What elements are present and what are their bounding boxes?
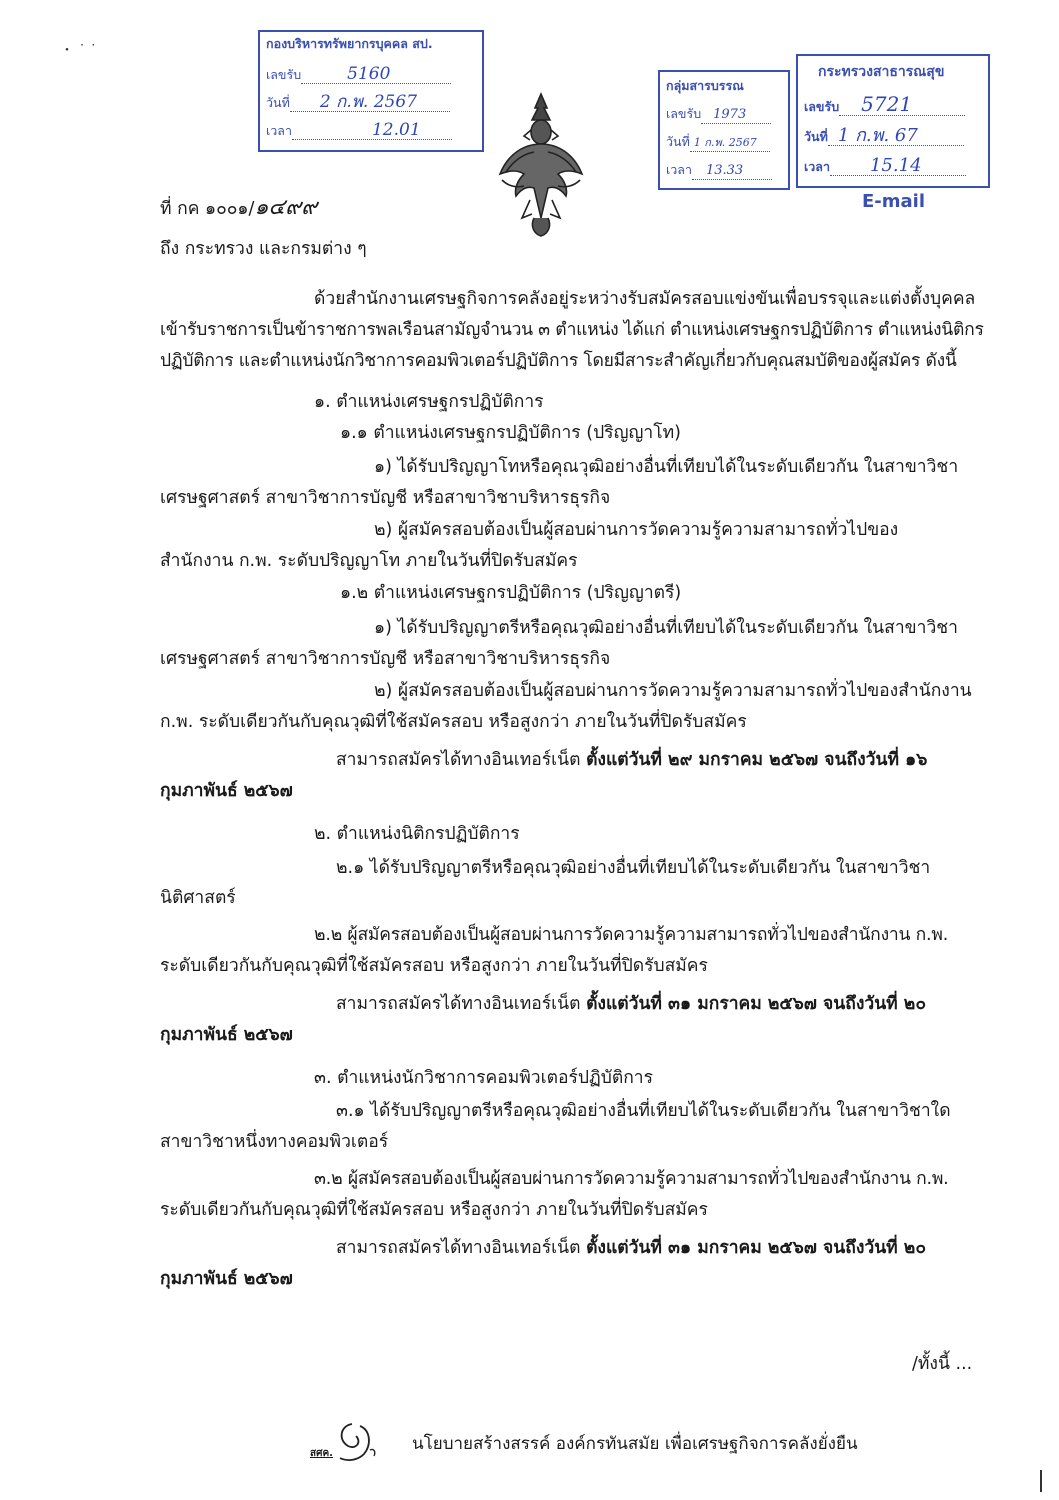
- date-value: 1 ก.พ. 2567: [693, 136, 757, 149]
- clause-line: เศรษฐศาสตร์ สาขาวิชาการบัญชี หรือสาขาวิชาบริหารธุรกิจ: [160, 649, 611, 669]
- clause-line: เศรษฐศาสตร์ สาขาวิชาการบัญชี หรือสาขาวิชาบริหารธุรกิจ: [160, 488, 611, 508]
- time-value: 12.01: [371, 120, 421, 140]
- reference-number: ๑๔๙๙: [254, 195, 318, 220]
- time-value: 13.33: [705, 163, 744, 178]
- scan-mark: [1040, 1470, 1042, 1492]
- clause-line: ๒) ผู้สมัครสอบต้องเป็นผู้สอบผ่านการวัดความรู้ความสามารถทั่วไปของ: [374, 520, 899, 540]
- clause-line: ๑) ได้รับปริญญาโทหรือคุณวุฒิอย่างอื่นที่เทียบได้ในระดับเดียวกัน ในสาขาวิชา: [374, 457, 959, 477]
- application-dates: ตั้งแต่วันที่ ๒๙ มกราคม ๒๕๖๗ จนถึงวันที่ ๑๖: [586, 750, 928, 770]
- stamp-title: กองบริหารทรัพยากรบุคคล สป.: [266, 36, 433, 51]
- date-label: วันที่: [266, 95, 290, 110]
- clause-line: ๒.๑ ได้รับปริญญาตรีหรือคุณวุฒิอย่างอื่นที่เทียบได้ในระดับเดียวกัน ในสาขาวิชา: [336, 858, 931, 878]
- subsection-heading: ๑.๒ ตำแหน่งเศรษฐกรปฏิบัติการ (ปริญญาตรี): [340, 583, 682, 603]
- application-end: กุมภาพันธ์ ๒๕๖๗: [160, 781, 293, 801]
- footer-logo-text: สศค.: [310, 1448, 333, 1459]
- clause-line: ๑) ได้รับปริญญาตรีหรือคุณวุฒิอย่างอื่นที่เทียบได้ในระดับเดียวกัน ในสาขาวิชา: [374, 618, 958, 638]
- application-text: สามารถสมัครได้ทางอินเทอร์เน็ต: [336, 1238, 581, 1258]
- application-text: สามารถสมัครได้ทางอินเทอร์เน็ต: [336, 750, 581, 770]
- date-label: วันที่: [804, 129, 828, 144]
- received-number: 5721: [861, 92, 913, 116]
- application-end: กุมภาพันธ์ ๒๕๖๗: [160, 1269, 293, 1289]
- stamp-hr-division: [258, 30, 484, 152]
- addressee: ถึง กระทรวง และกรมต่าง ๆ: [160, 239, 367, 259]
- clause-line: ๒.๒ ผู้สมัครสอบต้องเป็นผู้สอบผ่านการวัดความรู้ความสามารถทั่วไปของสำนักงาน ก.พ.: [314, 925, 949, 945]
- received-number: 1973: [713, 107, 747, 122]
- email-note: E-mail: [862, 191, 926, 212]
- stamp-records-group: [658, 70, 790, 190]
- received-label: เลขรับ: [666, 106, 702, 121]
- time-label: เวลา: [666, 162, 692, 177]
- clause-line: นิติศาสตร์: [160, 888, 236, 908]
- subsection-heading: ๑.๑ ตำแหน่งเศรษฐกรปฏิบัติการ (ปริญญาโท): [340, 423, 681, 443]
- time-label: เวลา: [804, 159, 830, 174]
- intro-line: ปฏิบัติการ และตำแหน่งนักวิชาการคอมพิวเตอร์ปฏิบัติการ โดยมีสาระสำคัญเกี่ยวกับคุณสมบัติของผู้สมัคร ดังนี้: [160, 351, 957, 371]
- application-end: กุมภาพันธ์ ๒๕๖๗: [160, 1025, 293, 1045]
- section-heading: ๑. ตำแหน่งเศรษฐกรปฏิบัติการ: [314, 392, 544, 412]
- clause-line: สาขาวิชาหนึ่งทางคอมพิวเตอร์: [160, 1132, 389, 1152]
- clause-line: ระดับเดียวกันกับคุณวุฒิที่ใช้สมัครสอบ หรือสูงกว่า ภายในวันที่ปิดรับสมัคร: [160, 956, 708, 976]
- stamp-title: กลุ่มสารบรรณ: [666, 78, 744, 93]
- clause-line: ระดับเดียวกันกับคุณวุฒิที่ใช้สมัครสอบ หรือสูงกว่า ภายในวันที่ปิดรับสมัคร: [160, 1200, 708, 1220]
- application-period: [336, 992, 926, 1016]
- footer-slogan: นโยบายสร้างสรรค์ องค์กรทันสมัย เพื่อเศรษฐกิจการคลังยั่งยืน: [412, 1434, 858, 1454]
- intro-line: ด้วยสำนักงานเศรษฐกิจการคลังอยู่ระหว่างรับสมัครสอบแข่งขันเพื่อบรรจุและแต่งตั้งบุคคล: [314, 289, 976, 309]
- intro-line: เข้ารับราชการเป็นข้าราชการพลเรือนสามัญจำนวน ๓ ตำแหน่ง ได้แก่ ตำแหน่งเศรษฐกรปฏิบัติการ ตำแหน่งนิติกร: [160, 320, 984, 340]
- application-dates: ตั้งแต่วันที่ ๓๑ มกราคม ๒๕๖๗ จนถึงวันที่ ๒๐: [586, 1238, 927, 1258]
- stamp-ministry: [796, 54, 990, 188]
- date-value: 2 ก.พ. 2567: [319, 92, 418, 112]
- time-label: เวลา: [266, 123, 292, 138]
- application-dates: ตั้งแต่วันที่ ๓๑ มกราคม ๒๕๖๗ จนถึงวันที่ ๒๐: [586, 994, 927, 1014]
- clause-line: ๓.๑ ได้รับปริญญาตรีหรือคุณวุฒิอย่างอื่นที่เทียบได้ในระดับเดียวกัน ในสาขาวิชาใด: [336, 1101, 951, 1121]
- garuda-emblem-icon: [494, 90, 588, 240]
- clause-line: ๒) ผู้สมัครสอบต้องเป็นผู้สอบผ่านการวัดความรู้ความสามารถทั่วไปของสำนักงาน: [374, 681, 972, 701]
- time-value: 15.14: [869, 155, 922, 176]
- application-period: [336, 748, 927, 772]
- continued-marker: /ทั้งนี้ ...: [912, 1354, 973, 1374]
- footer-logo: [300, 1420, 410, 1464]
- scan-mark: ・ ˙ ˙: [60, 43, 97, 59]
- application-text: สามารถสมัครได้ทางอินเทอร์เน็ต: [336, 994, 581, 1014]
- reference-line: [160, 196, 317, 221]
- date-label: วันที่: [666, 134, 690, 149]
- clause-line: สำนักงาน ก.พ. ระดับปริญญาโท ภายในวันที่ปิดรับสมัคร: [160, 551, 578, 571]
- clause-line: ๓.๒ ผู้สมัครสอบต้องเป็นผู้สอบผ่านการวัดความรู้ความสามารถทั่วไปของสำนักงาน ก.พ.: [314, 1169, 949, 1189]
- section-heading: ๒. ตำแหน่งนิติกรปฏิบัติการ: [314, 824, 520, 844]
- reference-prefix: ที่ กค ๑๐๐๑/: [160, 199, 255, 219]
- clause-line: ก.พ. ระดับเดียวกันกับคุณวุฒิที่ใช้สมัครสอบ หรือสูงกว่า ภายในวันที่ปิดรับสมัคร: [160, 712, 747, 732]
- date-value: 1 ก.พ. 67: [837, 125, 918, 146]
- received-label: เลขรับ: [266, 67, 302, 82]
- application-period: [336, 1236, 926, 1260]
- received-number: 5160: [347, 64, 391, 84]
- stamp-title: กระทรวงสาธารณสุข: [818, 64, 945, 80]
- section-heading: ๓. ตำแหน่งนักวิชาการคอมพิวเตอร์ปฏิบัติการ: [314, 1068, 654, 1088]
- received-label: เลขรับ: [804, 99, 840, 114]
